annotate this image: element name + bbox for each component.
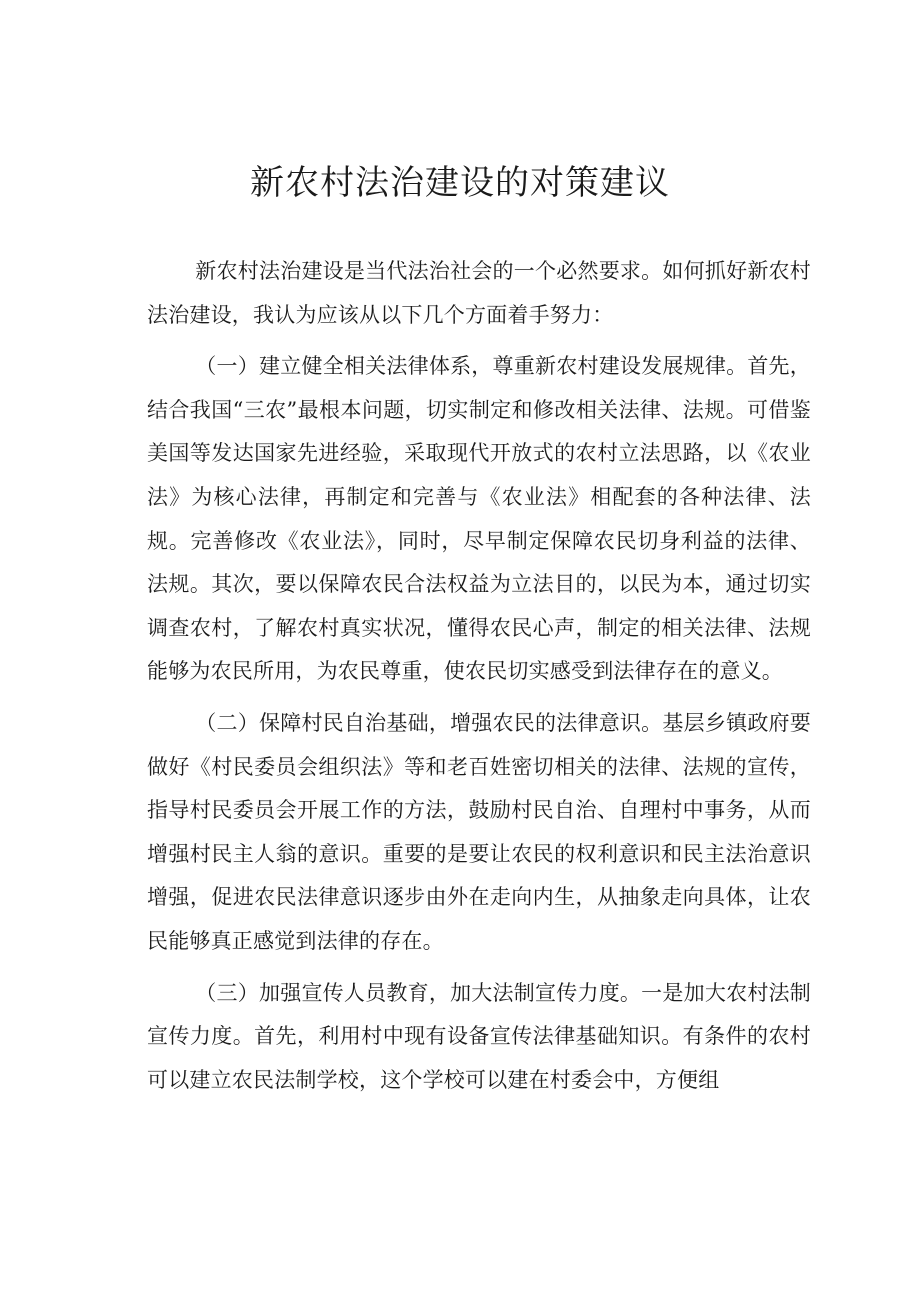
section-3-paragraph: （三）加强宣传人员教育，加大法制宣传力度。一是加大农村法制宣传力度。首先，利用村中现有设备宣传法律基础知识。有条件的农村可以建立农民法制学校，这个学校可以建在村委会中，方便组 <box>147 980 811 1092</box>
intro-paragraph: 新农村法治建设是当代法治社会的一个必然要求。如何抓好新农村法治建设，我认为应该从以下几个方面着手努力： <box>147 259 811 327</box>
section-1-paragraph: （一）建立健全相关法律体系，尊重新农村建设发展规律。首先，结合我国“三农”最根本问题，切实制定和修改相关法律、法规。可借鉴美国等发达国家先进经验，采取现代开放式的农村立法思路，以《农业法》为核心法律，再制定和完善与《农业法》相配套的各种法律、法规。完善修改《农业法》，同时，尽早制定保障农民切身利益的法律、法规。其次，要以保障农民合法权益为立法目的，以民为本，通过切实调查农村，了解农村真实状况，懂得农民心声，制定的相关法律、法规能够为农民所用，为农民尊重，使农民切实感受到法律存在的意义。 <box>147 354 811 684</box>
document-body <box>147 250 811 1110</box>
section-2-paragraph: （二）保障村民自治基础，增强农民的法律意识。基层乡镇政府要做好《村民委员会组织法》等和老百姓密切相关的法律、法规的宣传，指导村民委员会开展工作的方法，鼓励村民自治、自理村中事务，从而增强村民主人翁的意识。重要的是要让农民的权利意识和民主法治意识增强，促进农民法律意识逐步由外在走向内生，从抽象走向具体，让农民能够真正感觉到法律的存在。 <box>147 710 811 953</box>
document-title: 新农村法治建设的对策建议 <box>250 163 670 203</box>
